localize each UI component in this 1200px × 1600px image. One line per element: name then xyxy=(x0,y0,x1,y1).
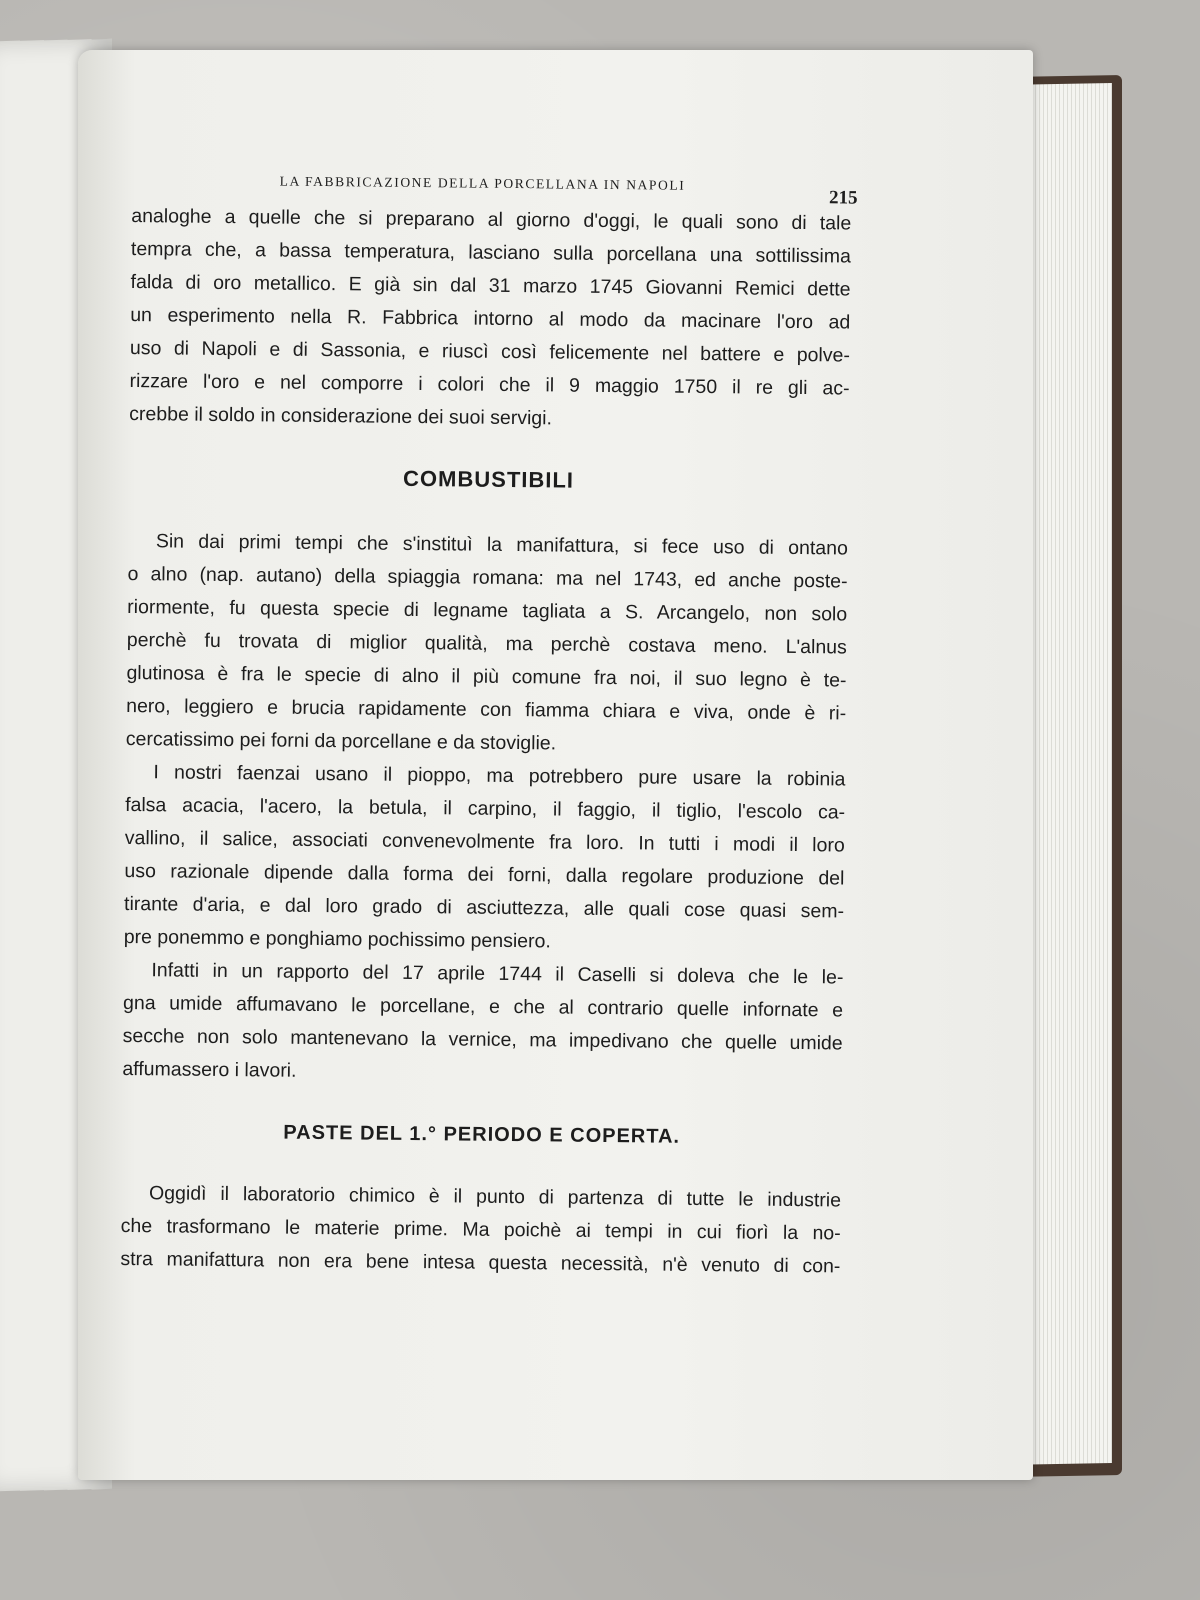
text-line: riormente, fu questa specie di legname tagliata a S. Arcangelo, non solo xyxy=(127,595,848,626)
text-line: Sin dai primi tempi che s'instituì la manifattura, si fece uso di ontano xyxy=(155,530,848,560)
text-line: secche non solo mantenevano la vernice, ma impedivano che quelle umide xyxy=(122,1024,843,1055)
paragraph-1 xyxy=(129,200,851,439)
section-heading-paste: PASTE DEL 1.° PERIODO E COPERTA. xyxy=(283,1121,681,1148)
text-line: glutinosa è fra le specie di alno il più comune fra noi, il suo legno è te- xyxy=(126,661,847,692)
paragraph-4 xyxy=(122,954,843,1094)
text-line: falsa acacia, l'acero, la betula, il carpino, il faggio, il tiglio, l'escolo ca- xyxy=(125,793,846,824)
page-content xyxy=(120,150,858,1283)
paragraph-5 xyxy=(120,1177,841,1284)
running-head xyxy=(131,150,858,209)
text-line: rizzare l'oro e nel comporre i colori che il 9 maggio 1750 il re gli ac- xyxy=(129,369,850,400)
text-line: falda di oro metallico. E già sin dal 31 marzo 1745 Giovanni Remici dette xyxy=(130,270,851,301)
running-head-title: LA FABBRICAZIONE DELLA PORCELLANA IN NAPOLI xyxy=(279,173,686,193)
text-line: tempra che, a bassa temperatura, lasciano sulla porcellana una sottilissima xyxy=(130,237,852,268)
text-line: stra manifattura non era bene intesa questa necessità, n'è venuto di con- xyxy=(120,1247,841,1278)
text-line: nero, leggiero e brucia rapidamente con fiamma chiara e viva, onde è ri- xyxy=(126,694,847,725)
text-line: vallino, il salice, associati convenevolmente fra loro. In tutti i modi il loro xyxy=(124,826,845,857)
section-heading-combustibili: COMBUSTIBILI xyxy=(402,465,575,493)
text-line: crebbe il soldo in considerazione dei suoi servigi. xyxy=(129,402,553,430)
text-line: uso di Napoli e di Sassonia, e riuscì così felicemente nel battere e polve- xyxy=(129,336,851,367)
text-line: cercatissimo pei forni da porcellane e da stoviglie. xyxy=(125,727,557,755)
text-line: analoghe a quelle che si preparano al giorno d'oggi, le quali sono di tale xyxy=(131,204,852,235)
text-line: un esperimento nella R. Fabbrica intorno al modo da macinare l'oro ad xyxy=(130,303,851,334)
text-line: che trasformano le materie prime. Ma poichè ai tempi in cui fiorì la no- xyxy=(120,1214,841,1245)
text-line: tirante d'aria, e dal loro grado di asciuttezza, alle quali cose quasi sem- xyxy=(123,892,845,923)
text-line: Oggidì il laboratorio chimico è il punto di partenza di tutte le industrie xyxy=(148,1182,842,1212)
page-number: 215 xyxy=(828,187,858,209)
text-line: perchè fu trovata di miglior qualità, ma perchè costava meno. L'alnus xyxy=(126,628,847,659)
text-line: pre ponemmo e ponghiamo pochissimo pensiero. xyxy=(123,925,551,953)
text-line: affumassero i lavori. xyxy=(122,1057,297,1082)
paragraph-3 xyxy=(124,756,846,962)
text-line: o alno (nap. autano) della spiaggia romana: ma nel 1743, ed anche poste- xyxy=(127,562,848,593)
text-line: uso razionale dipende dalla forma dei forni, dalla regolare produzione del xyxy=(124,859,845,890)
text-line: Infatti in un rapporto del 17 aprile 1744 il Caselli si doleva che le le- xyxy=(151,959,844,989)
text-line: gna umide affumavano le porcellane, e che al contrario quelle infornate e xyxy=(122,991,844,1022)
text-line: I nostri faenzai usano il pioppo, ma potrebbero pure usare la robinia xyxy=(153,761,846,791)
paragraph-2 xyxy=(126,525,848,764)
